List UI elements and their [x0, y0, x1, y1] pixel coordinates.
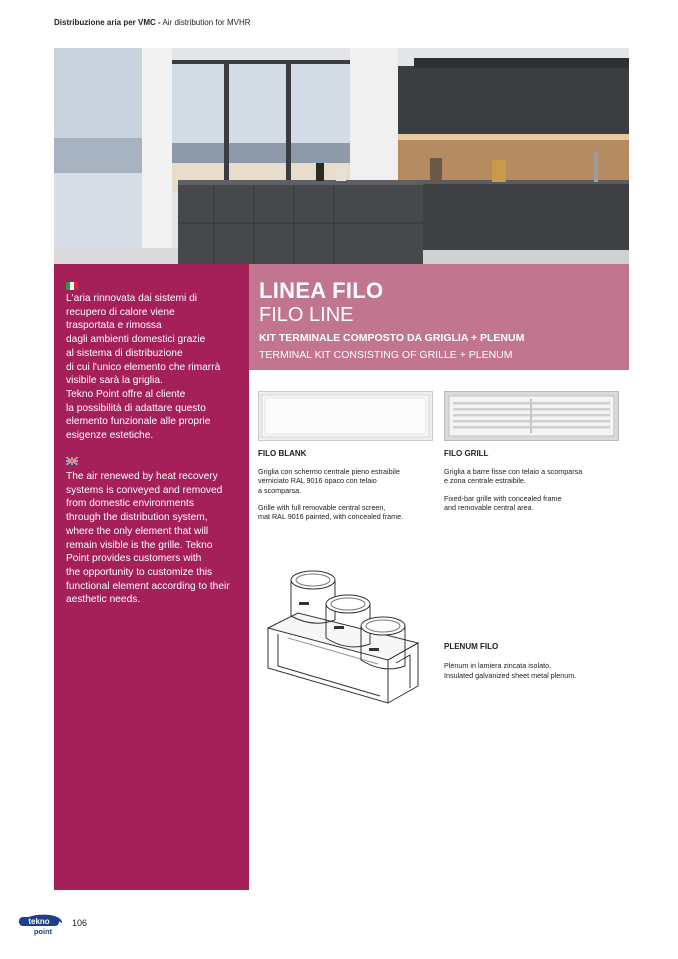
logo-text-bottom: point	[33, 927, 53, 936]
product-desc-en-plenum-filo: Insulated galvanized sheet metal plenum.	[444, 671, 577, 680]
kitchen-photo	[54, 48, 629, 264]
filo-blank-grille-image	[258, 391, 433, 441]
product-desc-it-filo-grill: Griglia a barre fisse con telaio a scomparsa e zona centrale estraibile.	[444, 467, 583, 486]
product-desc-it-filo-blank: Griglia con schermo centrale pieno estraibile verniciato RAL 9016 opaco con telaio a scomparsa.	[258, 467, 400, 495]
page-header	[54, 18, 251, 27]
subtitle-english: TERMINAL KIT CONSISTING OF GRILLE + PLENUM	[259, 349, 513, 361]
product-name-filo-grill: FILO GRILL	[444, 449, 489, 458]
page-number: 106	[72, 918, 88, 928]
header-category-en: Air distribution for MVHR	[162, 18, 251, 27]
header-category: Distribuzione aria per VMC -	[54, 18, 161, 27]
product-desc-it-plenum-filo: Plenum in lamiera zincata isolato.	[444, 661, 552, 670]
plenum-filo-drawing	[258, 568, 436, 728]
filo-grill-grille-image	[444, 391, 619, 441]
intro-text-italian: L'aria rinnovata dai sistemi di recupero di calore viene trasportata e rimossa dagli ambienti domestici grazie al sistema di distribuzione di cui l'unico elemento che rimarrà visibile sarà la griglia. Tekno Point offre al cliente la possibilità di adattare questo elemento funzionale alle proprie esigenze estetiche.	[66, 293, 221, 442]
uk-flag-icon	[66, 457, 78, 465]
product-desc-en-filo-blank: Grille with full removable central screen, mat RAL 9016 painted, with concealed frame.	[258, 503, 404, 522]
product-desc-en-filo-grill: Fixed-bar grille with concealed frame and removable central area.	[444, 494, 562, 513]
intro-text-english: The air renewed by heat recovery systems is conveyed and removed from domestic environments through the distribution system, where the only element that will remain visible is the grille. Tekno Point provides customers with the opportunity to customize this functional element according to their aesthetic needs.	[66, 471, 230, 606]
title-english: FILO LINE	[259, 304, 354, 326]
title-block	[249, 264, 629, 370]
intro-sidebar	[54, 264, 249, 890]
italian-flag-icon	[66, 282, 78, 290]
tekno-point-logo	[16, 911, 64, 937]
product-name-plenum-filo: PLENUM FILO	[444, 642, 499, 651]
title-italian: LINEA FILO	[259, 278, 384, 303]
logo-text-top: tekno	[28, 917, 50, 926]
product-name-filo-blank: FILO BLANK	[258, 449, 307, 458]
subtitle-italian: KIT TERMINALE COMPOSTO DA GRIGLIA + PLENUM	[259, 332, 525, 344]
